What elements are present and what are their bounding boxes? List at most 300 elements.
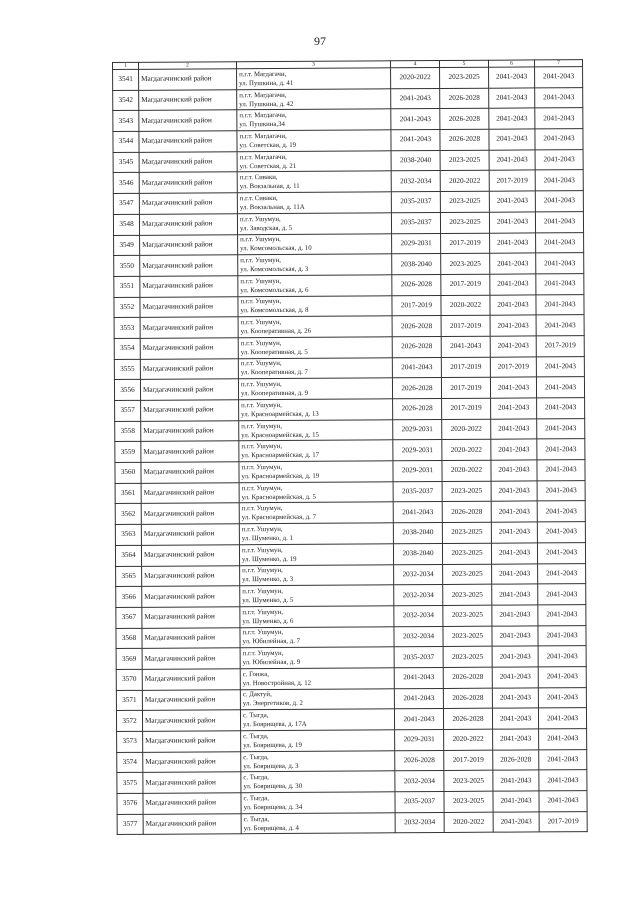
row-number-cell: 3541	[113, 69, 139, 90]
table-row	[115, 480, 585, 504]
address-cell	[239, 399, 393, 421]
period-cell: 2026-2028	[493, 750, 539, 771]
period-cell: 2017-2019	[539, 811, 587, 832]
address-street: ул. Боярищева, д. 34	[243, 803, 303, 812]
address-locality: п.г.т. Ушумун,	[241, 505, 283, 513]
address-street: ул. Красноармейская, д. 5	[241, 493, 316, 501]
period-cell: 2026-2028	[392, 316, 441, 337]
period-cell: 2041-2043	[537, 542, 585, 563]
row-number-cell: 3544	[113, 131, 139, 152]
period-cell: 2035-2037	[394, 647, 443, 668]
period-cell: 2020-2022	[440, 171, 489, 192]
period-cell: 2029-2031	[392, 233, 441, 254]
address-locality: п.г.т. Ушумун,	[240, 381, 282, 389]
address-street: ул. Пушкина, д. 42	[239, 100, 294, 108]
address-cell	[241, 792, 395, 814]
address-cell	[239, 461, 393, 483]
address-locality: п.г.т. Ушумун,	[242, 608, 284, 616]
row-number-cell: 3567	[116, 607, 142, 628]
row-number-cell: 3559	[115, 442, 141, 463]
table-row	[116, 708, 586, 732]
period-cell: 2041-2043	[492, 708, 538, 729]
period-cell: 2041-2043	[535, 87, 583, 108]
table-row	[116, 584, 586, 608]
district-cell: Магдагачинский район	[140, 255, 238, 276]
address-street: ул. Шуменко, д. 6	[242, 617, 294, 625]
address-locality: п.г.т. Магдагачи,	[239, 132, 287, 141]
table-row	[113, 108, 583, 132]
district-cell: Магдагачинский район	[142, 586, 240, 607]
row-number-cell: 3575	[117, 773, 143, 794]
period-cell: 2026-2028	[443, 667, 492, 688]
period-cell: 2041-2043	[536, 273, 584, 294]
address-street: ул. Красноармейская, д. 17	[241, 451, 320, 460]
row-number-cell: 3562	[115, 504, 141, 525]
period-cell: 2041-2043	[492, 625, 538, 646]
period-cell: 2017-2019	[441, 378, 490, 399]
row-number-cell: 3553	[114, 318, 140, 339]
district-cell: Магдагачинский район	[139, 110, 237, 131]
table-row	[114, 232, 584, 256]
address-locality: с. Тыгда,	[243, 774, 269, 782]
period-cell: 2026-2028	[442, 502, 491, 523]
period-cell: 2041-2043	[536, 232, 584, 253]
row-number-cell: 3554	[114, 338, 140, 359]
district-cell: Магдагачинский район	[139, 69, 237, 90]
period-cell: 2020-2022	[391, 67, 440, 88]
address-street: ул. Комсомольская, д. 3	[240, 265, 309, 274]
address-cell	[238, 378, 392, 400]
address-street: ул. Шуменко, д. 5	[242, 596, 294, 605]
district-cell: Магдагачинский район	[139, 131, 237, 152]
row-number-cell: 3560	[115, 462, 141, 483]
period-cell: 2041-2043	[493, 791, 539, 812]
period-cell: 2023-2025	[440, 191, 489, 212]
address-cell	[237, 171, 391, 193]
row-number-cell: 3569	[116, 649, 142, 670]
period-cell: 2023-2025	[443, 626, 492, 647]
address-cell	[238, 357, 392, 379]
period-cell: 2026-2028	[443, 688, 492, 709]
district-cell: Магдагачинский район	[139, 151, 237, 172]
address-cell	[240, 626, 394, 648]
address-locality: п.г.т. Ушумун,	[242, 567, 283, 575]
period-cell: 2041-2043	[538, 584, 586, 605]
period-cell: 2041-2043	[538, 708, 586, 729]
row-number-cell: 3576	[117, 793, 143, 814]
address-street: ул. Новостройная, д. 12	[242, 679, 312, 687]
period-cell: 2032-2034	[395, 771, 444, 792]
district-cell: Магдагачинский район	[141, 420, 239, 441]
address-cell	[241, 771, 395, 793]
address-street: ул. Кооперативная, д. 9	[241, 389, 309, 398]
period-cell: 2041-2043	[535, 170, 583, 191]
column-number: 3	[237, 61, 391, 69]
table-row	[117, 749, 587, 773]
address-locality: п.г.т. Ушумун,	[240, 360, 282, 368]
district-cell: Магдагачинский район	[140, 338, 238, 359]
period-cell: 2041-2043	[489, 191, 535, 212]
period-cell: 2041-2043	[538, 604, 586, 625]
period-cell: 2041-2043	[539, 791, 587, 812]
period-cell: 2041-2043	[492, 667, 538, 688]
period-cell: 2041-2043	[538, 563, 586, 584]
address-cell	[238, 254, 392, 276]
row-number-cell: 3546	[113, 173, 139, 194]
period-cell: 2017-2019	[489, 170, 535, 191]
address-cell	[238, 337, 392, 359]
address-locality: с. Дактуй,	[242, 691, 272, 699]
period-cell: 2020-2022	[442, 419, 491, 440]
period-cell: 2041-2043	[491, 398, 537, 419]
address-cell	[237, 192, 391, 214]
district-cell: Магдагачинский район	[140, 379, 238, 400]
row-number-cell: 3568	[116, 628, 142, 649]
period-cell: 2017-2019	[444, 750, 493, 771]
address-locality: п.г.т. Сиваки,	[239, 194, 278, 203]
period-cell: 2041-2043	[391, 109, 440, 130]
table-row	[114, 377, 584, 401]
row-number-cell: 3563	[115, 524, 141, 545]
period-cell: 2041-2043	[535, 67, 583, 88]
period-cell: 2023-2025	[443, 646, 492, 667]
period-cell: 2041-2043	[492, 563, 538, 584]
period-cell: 2041-2043	[491, 501, 537, 522]
district-cell: Магдагачинский район	[142, 627, 240, 648]
table-row	[114, 273, 584, 297]
period-cell: 2041-2043	[489, 108, 535, 129]
period-cell: 2041-2043	[538, 667, 586, 688]
period-cell: 2035-2037	[393, 481, 442, 502]
address-locality: п.г.т. Ушумун,	[241, 401, 282, 410]
address-locality: с. Тыгда,	[243, 794, 269, 803]
address-locality: с. Тыгда,	[243, 753, 269, 761]
table-row	[115, 522, 585, 546]
address-street: ул. Боярищева, д. 3	[243, 762, 299, 770]
period-cell: 2026-2028	[440, 129, 489, 150]
address-cell	[239, 544, 393, 566]
period-cell: 2038-2040	[391, 150, 440, 171]
table-row	[114, 294, 584, 318]
address-street: ул. Боярищева, д. 4	[243, 824, 299, 832]
address-locality: п.г.т. Ушумун,	[239, 215, 281, 223]
period-cell: 2032-2034	[395, 812, 444, 833]
row-number-cell: 3543	[113, 111, 139, 132]
table-row	[117, 770, 587, 794]
period-cell: 2032-2034	[391, 171, 440, 192]
row-number-cell: 3552	[114, 297, 140, 318]
address-locality: п.г.т. Ушумун,	[241, 463, 283, 472]
period-cell: 2041-2043	[537, 501, 585, 522]
address-cell	[237, 68, 391, 90]
district-cell: Магдагачинский район	[143, 731, 241, 752]
address-street: ул. Красноармейская, д. 7	[241, 514, 316, 522]
period-cell: 2041-2043	[391, 130, 440, 151]
address-street: ул. Кооперативная, д. 5	[240, 348, 308, 356]
address-locality: п.г.т. Ушумун,	[240, 298, 282, 306]
period-cell: 2041-2043	[490, 336, 536, 357]
period-cell: 2041-2043	[489, 88, 535, 109]
period-cell: 2032-2034	[394, 585, 443, 606]
row-number-cell: 3573	[117, 731, 143, 752]
address-locality: п.г.т. Ушумун,	[241, 484, 283, 492]
column-number: 4	[390, 60, 439, 67]
period-cell: 2020-2022	[444, 812, 493, 833]
period-cell: 2026-2028	[440, 88, 489, 109]
table-row	[113, 67, 583, 91]
row-number-cell: 3547	[113, 193, 139, 214]
address-street: ул. Боярищева, д. 17А	[243, 720, 307, 729]
table-row	[117, 811, 587, 835]
address-cell	[238, 295, 392, 317]
period-cell: 2029-2031	[393, 419, 442, 440]
column-number: 1	[113, 62, 139, 69]
row-number-cell: 3557	[115, 400, 141, 421]
period-cell: 2041-2043	[537, 460, 585, 481]
address-street: ул. Боярищева, д. 30	[243, 783, 303, 791]
row-number-cell: 3551	[114, 276, 140, 297]
district-cell: Магдагачинский район	[140, 276, 238, 297]
address-locality: п.г.т. Магдагачи,	[239, 153, 287, 161]
address-locality: п.г.т. Ушумун,	[240, 319, 282, 327]
district-cell: Магдагачинский район	[142, 648, 240, 669]
period-cell: 2041-2043	[539, 770, 587, 791]
period-cell: 2029-2031	[393, 461, 442, 482]
period-cell: 2017-2019	[392, 295, 441, 316]
table-row	[115, 418, 585, 442]
period-cell: 2041-2043	[394, 688, 443, 709]
address-locality: п.г.т. Ушумун,	[240, 339, 282, 348]
address-cell	[241, 813, 395, 835]
period-cell: 2041-2043	[535, 211, 583, 232]
period-cell: 2026-2028	[393, 398, 442, 419]
period-cell: 2041-2043	[490, 315, 536, 336]
row-number-cell: 3549	[114, 235, 140, 256]
table-row	[115, 398, 585, 422]
period-cell: 2041-2043	[490, 253, 536, 274]
column-number: 5	[439, 60, 488, 67]
address-locality: п.г.т. Ушумун,	[242, 629, 284, 637]
period-cell: 2020-2022	[441, 295, 490, 316]
address-street: ул. Вокзальная, д. 11А	[239, 203, 305, 212]
period-cell: 2038-2040	[392, 254, 441, 275]
district-cell: Магдагачинский район	[142, 607, 240, 628]
address-cell	[240, 647, 394, 669]
period-cell: 2041-2043	[490, 232, 536, 253]
period-cell: 2023-2025	[444, 771, 493, 792]
address-cell	[241, 730, 395, 752]
address-street: ул. Красноармейская, д. 19	[241, 472, 320, 481]
period-cell: 2026-2028	[395, 750, 444, 771]
period-cell: 2041-2043	[394, 667, 443, 688]
period-cell: 2041-2043	[535, 191, 583, 212]
table-row	[116, 563, 586, 587]
column-number: 6	[488, 60, 534, 67]
period-cell: 2035-2037	[391, 192, 440, 213]
period-cell: 2032-2034	[394, 564, 443, 585]
address-locality: с. Тыгда,	[243, 732, 269, 741]
table-row	[113, 211, 583, 235]
address-cell	[239, 440, 393, 462]
period-cell: 2041-2043	[490, 274, 536, 295]
address-cell	[237, 109, 391, 131]
row-number-cell: 3556	[114, 380, 140, 401]
table-row	[114, 336, 584, 360]
period-cell: 2041-2043	[393, 502, 442, 523]
address-locality: п.г.т. Сиваки,	[239, 174, 278, 182]
address-locality: п.г.т. Ушумун,	[242, 587, 283, 596]
row-number-cell: 3548	[113, 214, 139, 235]
period-cell: 2017-2019	[536, 336, 584, 357]
period-cell: 2032-2034	[394, 605, 443, 626]
row-number-cell: 3577	[117, 814, 143, 835]
period-cell: 2026-2028	[392, 336, 441, 357]
address-street: ул. Советская, д. 19	[239, 141, 297, 150]
table-row	[117, 729, 587, 753]
period-cell: 2023-2025	[444, 791, 493, 812]
period-cell: 2038-2040	[393, 523, 442, 544]
period-cell: 2026-2028	[392, 274, 441, 295]
district-cell: Магдагачинский район	[141, 400, 239, 421]
period-cell: 2041-2043	[537, 522, 585, 543]
period-cell: 2026-2028	[443, 709, 492, 730]
address-street: ул. Кооперативная, д. 7	[240, 369, 308, 377]
period-cell: 2041-2043	[492, 584, 538, 605]
period-cell: 2020-2022	[442, 460, 491, 481]
period-cell: 2023-2025	[443, 564, 492, 585]
period-cell: 2041-2043	[490, 294, 536, 315]
address-cell	[237, 88, 391, 110]
period-cell: 2041-2043	[537, 480, 585, 501]
period-cell: 2041-2043	[539, 729, 587, 750]
district-cell: Магдагачинский район	[143, 772, 241, 793]
row-number-cell: 3550	[114, 256, 140, 277]
period-cell: 2023-2025	[441, 253, 490, 274]
period-cell: 2017-2019	[490, 357, 536, 378]
address-cell	[238, 316, 392, 338]
period-cell: 2026-2028	[392, 378, 441, 399]
period-cell: 2041-2043	[537, 398, 585, 419]
district-cell: Магдагачинский район	[141, 545, 239, 566]
period-cell: 2041-2043	[491, 522, 537, 543]
row-number-cell: 3565	[116, 566, 142, 587]
period-cell: 2032-2034	[394, 626, 443, 647]
period-cell: 2041-2043	[491, 543, 537, 564]
row-number-cell: 3542	[113, 90, 139, 111]
period-cell: 2041-2043	[392, 357, 441, 378]
period-cell: 2023-2025	[443, 584, 492, 605]
address-street: ул. Советская, д. 21	[239, 162, 297, 170]
row-number-cell: 3564	[115, 545, 141, 566]
address-street: ул. Пушкина,34	[239, 121, 285, 129]
address-street: ул. Боярищева, д. 19	[243, 741, 302, 750]
period-cell: 2035-2037	[391, 212, 440, 233]
period-cell: 2041-2043	[491, 439, 537, 460]
period-cell: 2041-2043	[489, 150, 535, 171]
address-street: ул. Пушкина, д. 41	[239, 79, 294, 88]
address-street: ул. Юбилейная, д. 7	[242, 638, 301, 646]
address-locality: п.г.т. Ушумун,	[241, 443, 283, 451]
address-street: ул. Вокзальная, д. 11	[239, 183, 300, 191]
address-cell	[240, 606, 394, 628]
period-cell: 2017-2019	[441, 233, 490, 254]
row-number-cell: 3555	[114, 359, 140, 380]
period-cell: 2041-2043	[536, 356, 584, 377]
row-number-cell: 3545	[113, 152, 139, 173]
district-cell: Магдагачинский район	[141, 462, 239, 483]
period-cell: 2041-2043	[492, 688, 538, 709]
period-cell: 2041-2043	[535, 129, 583, 150]
table-row	[113, 87, 583, 111]
period-cell: 2041-2043	[489, 67, 535, 88]
table-row	[115, 501, 585, 525]
address-cell	[240, 688, 394, 710]
table-row	[114, 356, 584, 380]
address-cell	[237, 130, 391, 152]
period-cell: 2023-2025	[443, 605, 492, 626]
district-cell: Магдагачинский район	[141, 524, 239, 545]
period-cell: 2041-2043	[535, 149, 583, 170]
period-cell: 2020-2022	[442, 440, 491, 461]
period-cell: 2041-2043	[441, 336, 490, 357]
table-row	[116, 667, 586, 691]
district-cell: Магдагачинский район	[139, 172, 237, 193]
row-number-cell: 3566	[116, 587, 142, 608]
address-street: ул. Шуменко, д. 19	[242, 555, 297, 563]
address-cell	[237, 213, 391, 235]
period-cell: 2041-2043	[394, 709, 443, 730]
address-locality: п.г.т. Ушумун,	[241, 422, 282, 430]
row-number-cell: 3561	[115, 483, 141, 504]
table-row	[117, 791, 587, 815]
address-street: ул. Юбилейная, д. 9	[242, 658, 301, 667]
table-row	[116, 604, 586, 628]
table-row	[116, 687, 586, 711]
row-number-cell: 3558	[115, 421, 141, 442]
district-cell: Магдагачинский район	[141, 482, 239, 503]
period-cell: 2041-2043	[536, 253, 584, 274]
table-row	[116, 625, 586, 649]
column-number: 7	[534, 60, 582, 67]
address-cell	[239, 502, 393, 524]
table-row	[115, 439, 585, 463]
address-cell	[239, 419, 393, 441]
address-cell	[240, 668, 394, 690]
period-cell: 2023-2025	[442, 481, 491, 502]
address-locality: с. Тыгда,	[243, 815, 270, 823]
table-row	[114, 253, 584, 277]
address-locality: п.г.т. Магдагачи,	[239, 70, 287, 79]
period-cell: 2041-2043	[538, 625, 586, 646]
address-street: ул. Заводская, д. 5	[239, 224, 293, 232]
table-row	[113, 191, 583, 215]
period-cell: 2041-2043	[492, 646, 538, 667]
address-locality: п.г.т. Ушумун,	[240, 277, 282, 285]
period-cell: 2041-2043	[489, 129, 535, 150]
period-cell: 2017-2019	[442, 398, 491, 419]
address-street: ул. Энергетиков, д. 2	[242, 700, 303, 708]
address-locality: с. Тыгда,	[242, 712, 269, 720]
district-cell: Магдагачинский район	[140, 358, 238, 379]
district-cell: Магдагачинский район	[142, 710, 240, 731]
district-cell: Магдагачинский район	[140, 317, 238, 338]
address-street: ул. Шуменко, д. 3	[242, 576, 294, 584]
address-street: ул. Красноармейская, д. 13	[241, 410, 319, 419]
address-street: ул. Кооперативная, д. 26	[240, 327, 312, 336]
district-cell: Магдагачинский район	[140, 296, 238, 317]
period-cell: 2041-2043	[391, 88, 440, 109]
period-cell: 2020-2022	[444, 729, 493, 750]
